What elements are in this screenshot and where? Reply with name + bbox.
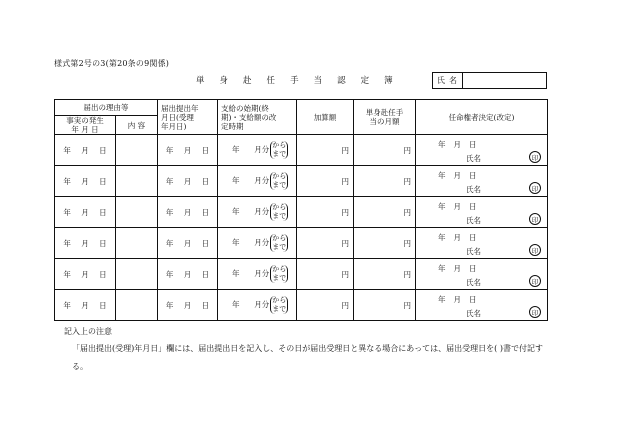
content-cell[interactable] <box>116 197 158 228</box>
title-char: 当 <box>313 76 324 86</box>
from-until-bracket: から まで <box>272 172 287 189</box>
monthly-amount-cell[interactable]: 円 <box>354 197 416 228</box>
payment-period-cell[interactable]: 年 月分 から まで <box>218 135 297 166</box>
name-label: 氏名 <box>466 278 481 287</box>
from-until-bracket: から まで <box>272 296 287 313</box>
payment-period-cell[interactable]: 年 月分 から まで <box>218 290 297 321</box>
name-label: 氏名 <box>466 247 481 256</box>
addition-cell[interactable]: 円 <box>297 135 354 166</box>
table-row <box>55 259 548 290</box>
appointment-cell[interactable]: 年 月 日 氏名 印 <box>416 197 548 228</box>
content-cell[interactable] <box>116 166 158 197</box>
submission-date-cell[interactable]: 年 月 日 <box>158 166 218 197</box>
title-char: 定 <box>360 76 371 86</box>
table-row <box>55 290 548 321</box>
submission-date-cell[interactable]: 年 月 日 <box>158 135 218 166</box>
header-content: 内 容 <box>116 116 158 135</box>
table-row <box>55 135 548 166</box>
name-label: 氏名 <box>466 154 481 163</box>
submission-date-cell[interactable]: 年 月 日 <box>158 197 218 228</box>
header-occurrence-date: 事実の発生 年 月 日 <box>55 116 116 135</box>
monthly-amount-cell[interactable]: 円 <box>354 166 416 197</box>
title-char: 身 <box>219 76 230 86</box>
title-char: 赴 <box>243 76 253 86</box>
name-label: 氏名 <box>466 216 481 225</box>
monthly-amount-cell[interactable]: 円 <box>354 135 416 166</box>
title-char: 手 <box>290 76 300 86</box>
table-row <box>55 166 548 197</box>
occurrence-date-cell[interactable]: 年 月 日 <box>55 228 116 259</box>
addition-cell[interactable]: 円 <box>297 166 354 197</box>
payment-period-cell[interactable]: 年 月分 から まで <box>218 197 297 228</box>
header-appointment: 任命権者決定(改定) <box>416 100 548 135</box>
table-row <box>55 197 548 228</box>
appointment-cell[interactable]: 年 月 日 氏名 印 <box>416 228 548 259</box>
appointment-cell[interactable]: 年 月 日 氏名 印 <box>416 290 548 321</box>
submission-date-cell[interactable]: 年 月 日 <box>158 290 218 321</box>
table-row <box>55 228 548 259</box>
name-field[interactable] <box>463 73 546 88</box>
submission-date-cell[interactable]: 年 月 日 <box>158 228 218 259</box>
occurrence-date-cell[interactable]: 年 月 日 <box>55 290 116 321</box>
seal-icon: 印 <box>529 182 541 194</box>
content-cell[interactable] <box>116 228 158 259</box>
occurrence-date-cell[interactable]: 年 月 日 <box>55 197 116 228</box>
header-reason: 届出の理由等 <box>55 100 158 116</box>
title-char: 任 <box>266 76 277 86</box>
from-until-bracket: から まで <box>272 203 287 220</box>
occurrence-date-cell[interactable]: 年 月 日 <box>55 166 116 197</box>
from-until-bracket: から まで <box>272 141 287 158</box>
seal-icon: 印 <box>529 306 541 318</box>
payment-period-cell[interactable]: 年 月分 から まで <box>218 259 297 290</box>
content-cell[interactable] <box>116 259 158 290</box>
content-cell[interactable] <box>116 290 158 321</box>
submission-date-cell[interactable]: 年 月 日 <box>158 259 218 290</box>
addition-cell[interactable]: 円 <box>297 228 354 259</box>
from-until-bracket: から まで <box>272 265 287 282</box>
monthly-amount-cell[interactable]: 円 <box>354 290 416 321</box>
header-monthly-amount: 単身赴任手 当の月額 <box>354 100 416 135</box>
document-title <box>196 74 394 86</box>
occurrence-date-cell[interactable]: 年 月 日 <box>55 259 116 290</box>
occurrence-date-cell[interactable]: 年 月 日 <box>55 135 116 166</box>
appointment-cell[interactable]: 年 月 日 氏名 印 <box>416 166 548 197</box>
appointment-cell[interactable]: 年 月 日 氏名 印 <box>416 135 548 166</box>
seal-icon: 印 <box>529 213 541 225</box>
title-char: 簿 <box>384 76 394 86</box>
payment-period-cell[interactable]: 年 月分 から まで <box>218 228 297 259</box>
monthly-amount-cell[interactable]: 円 <box>354 259 416 290</box>
addition-cell[interactable]: 円 <box>297 290 354 321</box>
form-number: 様式第2号の3(第20条の9関係) <box>54 59 170 68</box>
notes-title: 記入上の注意 <box>64 327 112 336</box>
notes-body: 「届出提出(受理)年月日」欄には、届出提出日を記入し、その日が届出受理日と異なる場合にあっては、届出受理日を( )書で付記する。 <box>72 344 543 371</box>
header-payment-period: 支給の始期(終 期)・支給額の改 定時期 <box>218 100 297 135</box>
addition-cell[interactable]: 円 <box>297 197 354 228</box>
monthly-amount-cell[interactable]: 円 <box>354 228 416 259</box>
header-submission-date: 届出提出年 月日(受理 年月日) <box>158 100 218 135</box>
title-char: 認 <box>337 76 347 86</box>
payment-period-cell[interactable]: 年 月分 から まで <box>218 166 297 197</box>
title-char: 単 <box>196 76 206 86</box>
content-cell[interactable] <box>116 135 158 166</box>
name-label: 氏名 <box>466 309 481 318</box>
appointment-cell[interactable]: 年 月 日 氏名 印 <box>416 259 548 290</box>
name-label: 氏名 <box>433 73 463 88</box>
addition-cell[interactable]: 円 <box>297 259 354 290</box>
name-label: 氏名 <box>466 185 481 194</box>
name-box <box>432 72 547 89</box>
seal-icon: 印 <box>529 275 541 287</box>
seal-icon: 印 <box>529 244 541 256</box>
from-until-bracket: から まで <box>272 234 287 251</box>
register-table <box>54 99 548 321</box>
seal-icon: 印 <box>529 151 541 163</box>
header-addition: 加算額 <box>297 100 354 135</box>
